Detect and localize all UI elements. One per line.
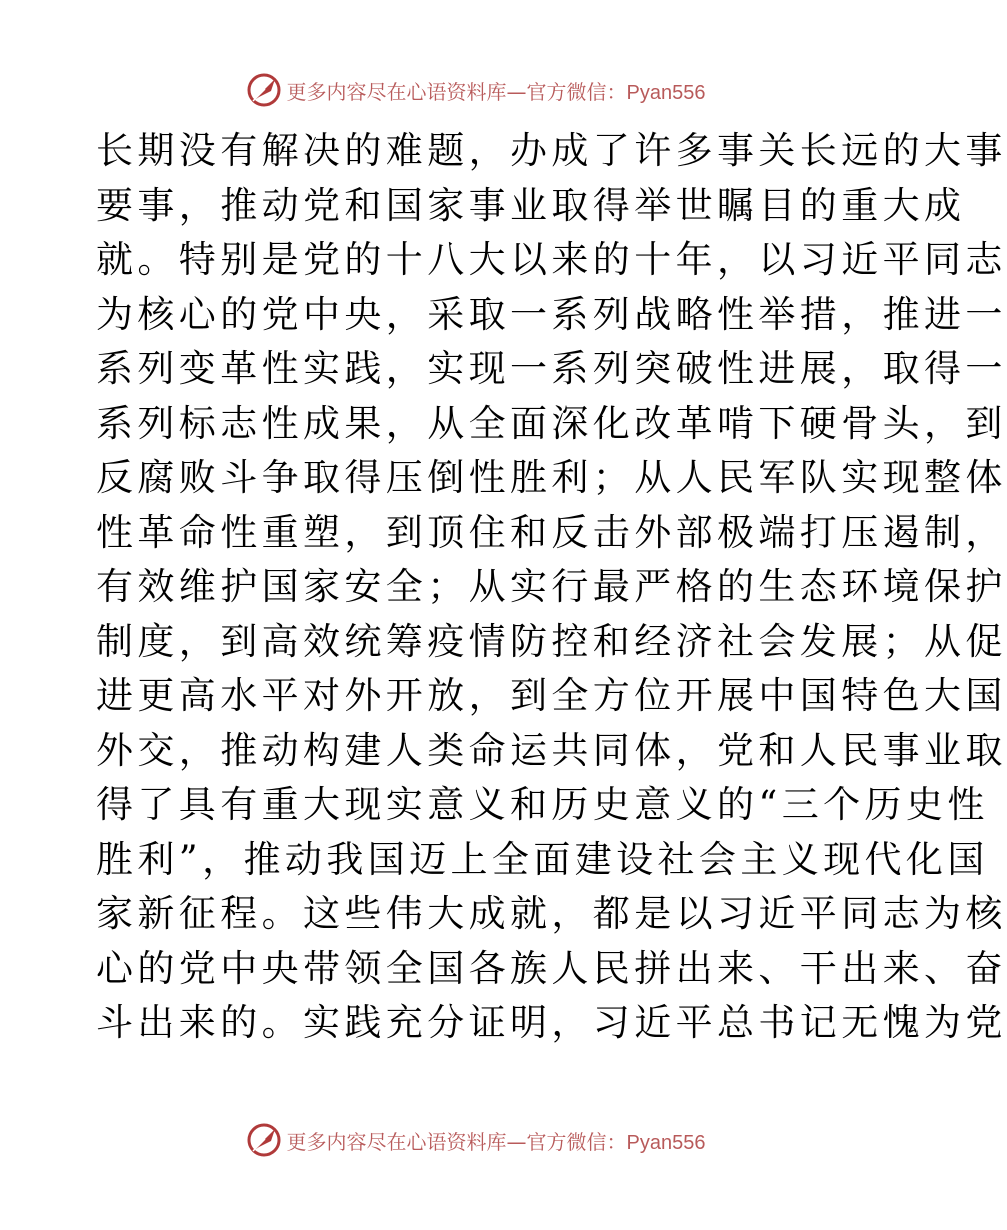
body-text <box>96 124 1007 1051</box>
header-banner-id: Pyan556 <box>626 81 706 104</box>
body-line: 系列标志性成果，从全面深化改革啃下硬骨头，到 <box>96 401 1007 445</box>
header-banner <box>0 70 950 110</box>
body-line: 反腐败斗争取得压倒性胜利；从人民军队实现整体 <box>96 456 1007 499</box>
body-line: 长期没有解决的难题，办成了许多事关长远的大事 <box>96 129 1007 172</box>
quill-logo-icon <box>245 1121 283 1159</box>
body-line: 家新征程。这些伟大成就，都是以习近平同志为核 <box>96 892 1007 935</box>
footer-banner-id: Pyan556 <box>626 1131 706 1154</box>
footer-banner <box>0 1120 950 1160</box>
body-line: 进更高水平对外开放，到全方位开展中国特色大国 <box>96 674 1007 717</box>
body-line: 外交，推动构建人类命运共同体，党和人民事业取 <box>96 728 1007 772</box>
body-line: 心的党中央带领全国各族人民拼出来、干出来、奋 <box>96 946 1007 990</box>
body-line: 性革命性重塑，到顶住和反击外部极端打压遏制， <box>96 510 1007 554</box>
quill-logo-icon <box>245 71 283 109</box>
footer-banner-text <box>287 1126 706 1155</box>
body-line: 就。特别是党的十八大以来的十年，以习近平同志 <box>96 238 1007 281</box>
header-banner-prefix: 更多内容尽在心语资料库—官方微信： <box>286 79 627 104</box>
body-line: 得了具有重大现实意义和历史意义的“三个历史性 <box>96 783 989 826</box>
header-banner-text <box>287 76 706 105</box>
body-line: 系列变革性实践，实现一系列突破性进展，取得一 <box>96 347 1007 390</box>
footer-banner-prefix: 更多内容尽在心语资料库—官方微信： <box>286 1129 627 1154</box>
body-line: 胜利”，推动我国迈上全面建设社会主义现代化国 <box>96 837 989 881</box>
body-line: 要事，推动党和国家事业取得举世瞩目的重大成 <box>96 183 966 227</box>
body-line: 为核心的党中央，采取一系列战略性举措，推进一 <box>96 292 1007 336</box>
body-line: 有效维护国家安全；从实行最严格的生态环境保护 <box>96 565 1007 608</box>
body-line: 制度，到高效统筹疫情防控和经济社会发展；从促 <box>96 619 1007 663</box>
body-line: 斗出来的。实践充分证明，习近平总书记无愧为党 <box>96 1001 1007 1044</box>
